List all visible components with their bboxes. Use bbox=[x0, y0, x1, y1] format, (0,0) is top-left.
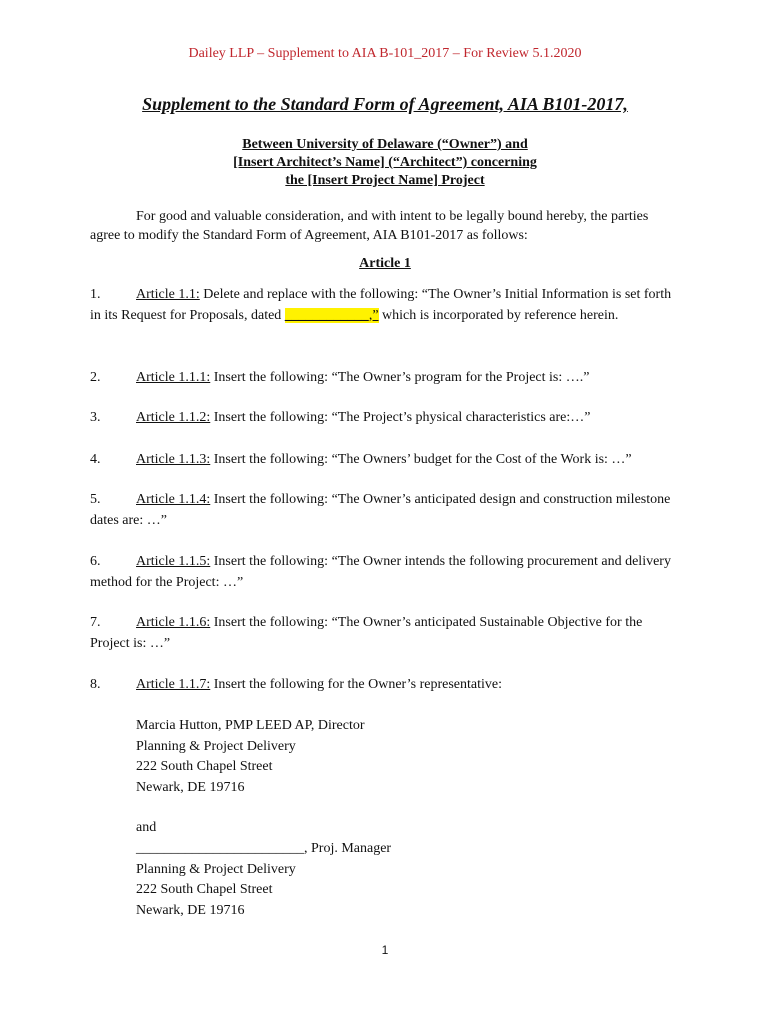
item-reference: Article 1.1.4: bbox=[136, 492, 211, 507]
item-number: 7. bbox=[90, 615, 101, 630]
item-text: Insert the following: “The Owner intends the following procurement and delivery method for the Project: …” bbox=[90, 554, 671, 590]
item-reference: Article 1.1.1: bbox=[136, 370, 211, 385]
address-line: Newark, DE 19716 bbox=[136, 902, 245, 918]
article-item bbox=[90, 613, 680, 654]
item-number: 8. bbox=[90, 677, 101, 692]
subtitle-line: the [Insert Project Name] Project bbox=[285, 173, 485, 188]
item-text: Insert the following: “The Owners’ budget for the Cost of the Work is: …” bbox=[210, 452, 632, 467]
article-item bbox=[90, 552, 680, 593]
article-heading: Article 1 bbox=[359, 256, 411, 271]
item-reference: Article 1.1.6: bbox=[136, 615, 211, 630]
item-text: which is incorporated by reference herein. bbox=[378, 307, 619, 323]
intro-paragraph: For good and valuable consideration, and with intent to be legally bound hereby, the parties agree to modify the Standard Form of Agreement, AIA B101-2017 as follows: bbox=[90, 209, 649, 243]
address-line: 222 South Chapel Street bbox=[136, 882, 273, 897]
project-manager-address bbox=[136, 839, 391, 921]
article-item bbox=[90, 675, 680, 696]
item-text: Insert the following: “The Owner’s anticipated Sustainable Objective for the Project is: …” bbox=[90, 615, 643, 651]
article-item bbox=[90, 285, 680, 326]
date-blank-field[interactable]: ____________,” bbox=[284, 307, 379, 323]
address-line: Marcia Hutton, PMP LEED AP, Director bbox=[136, 718, 365, 733]
item-text: Insert the following: “The Project’s physical characteristics are:…” bbox=[210, 410, 591, 425]
and-label: and bbox=[136, 820, 157, 835]
page-header: Dailey LLP – Supplement to AIA B-101_2017 – For Review 5.1.2020 bbox=[188, 46, 582, 61]
item-reference: Article 1.1.5: bbox=[136, 554, 211, 569]
item-reference: Article 1.1: bbox=[136, 287, 200, 302]
item-number: 2. bbox=[90, 370, 101, 385]
item-reference: Article 1.1.3: bbox=[136, 452, 211, 467]
item-number: 6. bbox=[90, 554, 101, 569]
address-line: ________________________, Proj. Manager bbox=[136, 841, 392, 856]
subtitle-line: [Insert Architect’s Name] (“Architect”) concerning bbox=[233, 155, 537, 170]
document-subtitle bbox=[0, 136, 770, 190]
item-text: Delete and replace with the following: “The Owner’s Initial Information is set forth in its Request for Proposals, dated bbox=[90, 287, 672, 323]
owner-representative-address bbox=[136, 716, 365, 798]
item-reference: Article 1.1.7: bbox=[136, 677, 211, 692]
article-item bbox=[90, 408, 680, 429]
page-number: 1 bbox=[381, 943, 389, 957]
address-line: Newark, DE 19716 bbox=[136, 779, 245, 795]
item-text: Insert the following for the Owner’s representative: bbox=[210, 677, 502, 692]
item-text: Insert the following: “The Owner’s program for the Project is: ….” bbox=[210, 370, 590, 385]
article-item bbox=[90, 368, 680, 389]
address-line: 222 South Chapel Street bbox=[136, 759, 273, 774]
document-title: Supplement to the Standard Form of Agreement, AIA B101-2017, bbox=[142, 94, 628, 114]
article-item bbox=[90, 450, 680, 471]
item-number: 1. bbox=[90, 287, 101, 302]
item-reference: Article 1.1.2: bbox=[136, 410, 211, 425]
subtitle-line: Between University of Delaware (“Owner”) and bbox=[242, 137, 528, 152]
address-line: Planning & Project Delivery bbox=[136, 861, 296, 877]
item-number: 3. bbox=[90, 410, 101, 425]
item-text: Insert the following: “The Owner’s anticipated design and construction milestone dates are: …” bbox=[90, 492, 671, 528]
address-line: Planning & Project Delivery bbox=[136, 738, 296, 754]
item-number: 4. bbox=[90, 452, 101, 467]
article-item bbox=[90, 490, 680, 531]
item-number: 5. bbox=[90, 492, 101, 507]
